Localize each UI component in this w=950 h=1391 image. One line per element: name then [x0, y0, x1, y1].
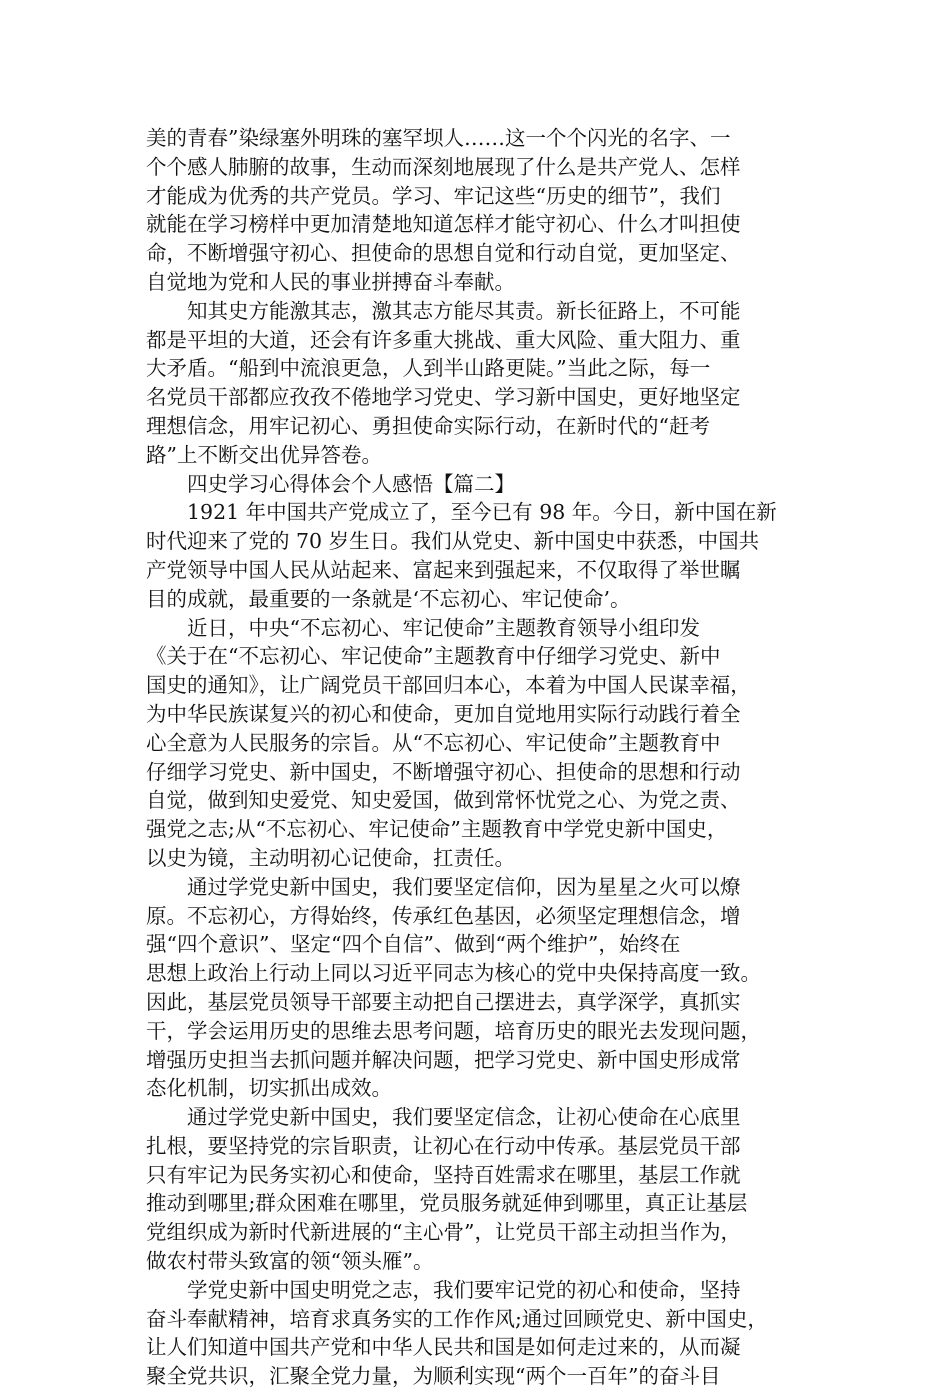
text-line: 因此，基层党员领导干部要主动把自己摆进去，真学深学，真抓实	[146, 989, 741, 1014]
text-line: 强党之志;从“不忘初心、牢记使命”主题教育中学党史新中国史，	[146, 817, 728, 842]
text-line: 通过学党史新中国史，我们要坚定信念，让初心使命在心底里	[146, 1105, 741, 1130]
text-line: 党组织成为新时代新进展的“主心骨”，让党员干部主动担当作为，	[146, 1220, 741, 1245]
text-line: 扎根，要坚持党的宗旨职责，让初心在行动中传承。基层党员干部	[146, 1133, 741, 1158]
paragraph	[146, 1276, 836, 1391]
paragraph	[146, 614, 836, 873]
paragraph	[146, 124, 836, 297]
text-line: 大矛盾。“船到中流浪更急，人到半山路更陡。”当此之际，每一	[146, 356, 711, 381]
text-line: 命，不断增强守初心、担使命的思想自觉和行动自觉，更加坚定、	[146, 241, 741, 266]
text-line: 做农村带头致富的领“领头雁”。	[146, 1249, 434, 1274]
text-line: 学党史新中国史明党之志，我们要牢记党的初心和使命，坚持	[146, 1277, 741, 1302]
text-line: 《关于在“不忘初心、牢记使命”主题教育中仔细学习党史、新中	[146, 644, 721, 669]
text-line: 仔细学习党史、新中国史，不断增强守初心、担使命的思想和行动	[146, 759, 741, 784]
text-line: 产党领导中国人民从站起来、富起来到强起来，不仅取得了举世瞩	[146, 557, 741, 582]
text-line: 美的青春”染绿塞外明珠的塞罕坝人……这一个个闪光的名字、一	[146, 126, 731, 150]
text-line: 让人们知道中国共产党和中华人民共和国是如何走过来的，从而凝	[146, 1335, 741, 1360]
text-line: 增强历史担当去抓问题并解决问题，把学习党史、新中国史形成常	[146, 1047, 741, 1072]
paragraph	[146, 297, 836, 470]
text-line: 路”上不断交出优异答卷。	[146, 442, 382, 467]
text-line: 思想上政治上行动上同以习近平同志为核心的党中央保持高度一致。	[146, 961, 761, 986]
text-line: 名党员干部都应孜孜不倦地学习党史、学习新中国史，更好地坚定	[146, 385, 741, 410]
paragraph	[146, 470, 836, 499]
text-line: 目的成就，最重要的一条就是‘不忘初心、牢记使命’。	[146, 586, 631, 611]
text-line: 1921 年中国共产党成立了，至今已有 98 年。今日，新中国在新	[146, 500, 777, 525]
document-page	[146, 124, 836, 1391]
text-line: 原。不忘初心，方得始终，传承红色基因，必须坚定理想信念，增	[146, 903, 741, 928]
text-line: 知其史方能激其志，激其志方能尽其责。新长征路上，不可能	[146, 298, 741, 323]
text-line: 以史为镜，主动明初心记使命，扛责任。	[146, 845, 515, 870]
text-line: 只有牢记为民务实初心和使命，坚持百姓需求在哪里，基层工作就	[146, 1162, 741, 1187]
text-line: 聚全党共识，汇聚全党力量，为顺利实现“两个一百年”的奋斗目	[146, 1364, 721, 1389]
text-line: 四史学习心得体会个人感悟【篇二】	[146, 471, 515, 496]
text-line: 奋斗奉献精神，培育求真务实的工作作风;通过回顾党史、新中国史，	[146, 1306, 768, 1331]
text-line: 才能成为优秀的共产党员。学习、牢记这些“历史的细节”，我们	[146, 183, 721, 208]
paragraph	[146, 498, 836, 613]
text-line: 就能在学习榜样中更加清楚地知道怎样才能守初心、什么才叫担使	[146, 212, 741, 237]
paragraph	[146, 1103, 836, 1276]
text-line: 为中华民族谋复兴的初心和使命，更加自觉地用实际行动践行着全	[146, 701, 741, 726]
text-line: 心全意为人民服务的宗旨。从“不忘初心、牢记使命”主题教育中	[146, 730, 721, 755]
text-line: 推动到哪里;群众困难在哪里，党员服务就延伸到哪里，真正让基层	[146, 1191, 748, 1216]
text-line: 自觉，做到知史爱党、知史爱国，做到常怀忧党之心、为党之责、	[146, 788, 741, 813]
paragraph	[146, 873, 836, 1103]
text-line: 通过学党史新中国史，我们要坚定信仰，因为星星之火可以燎	[146, 874, 741, 899]
text-line: 态化机制，切实抓出成效。	[146, 1076, 392, 1101]
text-line: 国史的通知》，让广阔党员干部回归本心，本着为中国人民谋幸福，	[146, 673, 751, 698]
text-line: 都是平坦的大道，还会有许多重大挑战、重大风险、重大阻力、重	[146, 327, 741, 352]
text-line: 干，学会运用历史的思维去思考问题，培育历史的眼光去发现问题，	[146, 1018, 761, 1043]
text-line: 近日，中央“不忘初心、牢记使命”主题教育领导小组印发	[146, 615, 700, 640]
text-line: 强“四个意识”、坚定“四个自信”、做到“两个维护”，始终在	[146, 932, 681, 957]
text-line: 自觉地为党和人民的事业拼搏奋斗奉献。	[146, 269, 515, 294]
text-line: 时代迎来了党的 70 岁生日。我们从党史、新中国史中获悉，中国共	[146, 529, 760, 554]
text-line: 理想信念，用牢记初心、勇担使命实际行动，在新时代的“赶考	[146, 413, 710, 438]
text-line: 个个感人肺腑的故事，生动而深刻地展现了什么是共产党人、怎样	[146, 154, 741, 179]
